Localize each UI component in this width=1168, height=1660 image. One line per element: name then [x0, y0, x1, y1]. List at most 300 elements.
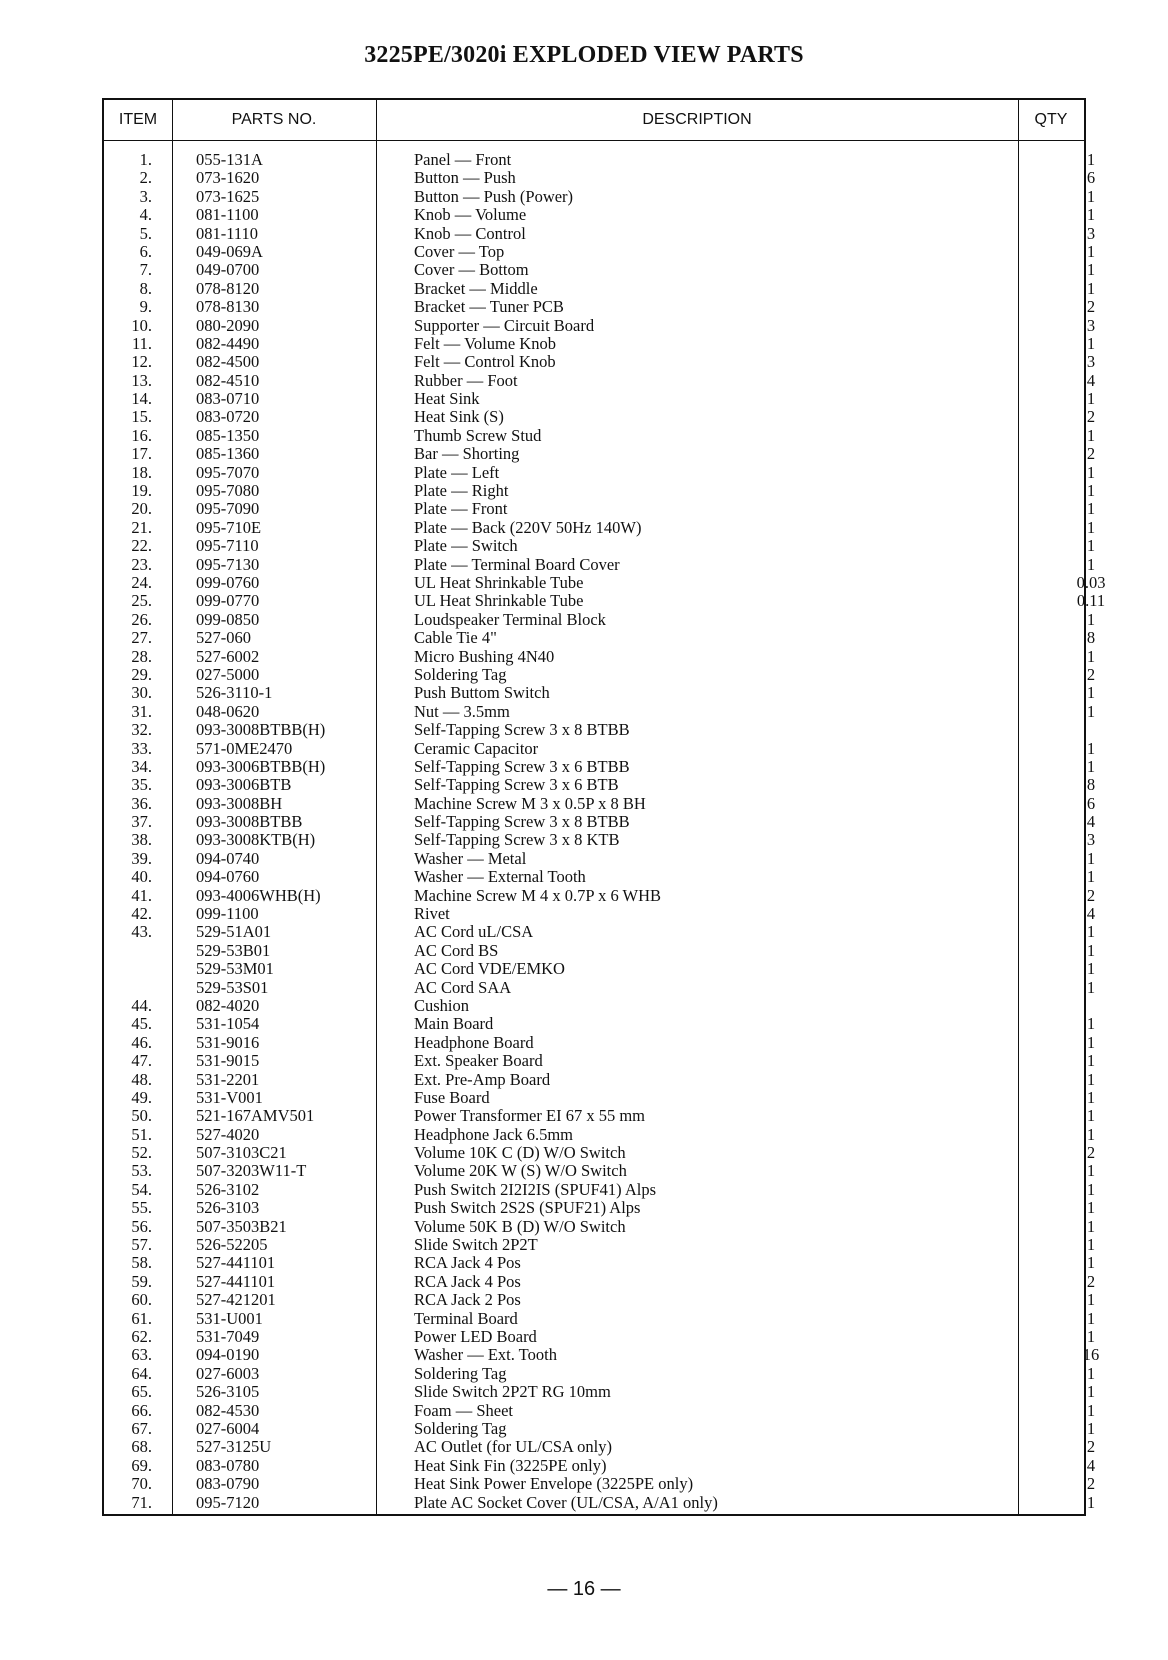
row-part-number: 527-060 [196, 628, 251, 648]
row-description: Button — Push [414, 168, 516, 188]
row-item-number: 22. [131, 536, 152, 556]
row-item-number: 51. [131, 1124, 152, 1144]
row-part-number: 529-53B01 [196, 940, 271, 960]
row-part-number: 082-4020 [196, 995, 260, 1015]
row-quantity: 1 [1086, 977, 1096, 997]
row-description: Headphone Jack 6.5mm [414, 1124, 573, 1144]
row-part-number: 527-421201 [196, 1290, 276, 1310]
row-description: RCA Jack 4 Pos [414, 1253, 521, 1273]
table-row [104, 1308, 1096, 1328]
row-item-number: 1. [139, 150, 152, 169]
table-row [104, 646, 1096, 666]
row-part-number: 095-7130 [196, 554, 260, 574]
table-row [104, 1087, 1096, 1107]
table-row [104, 1437, 1096, 1457]
row-part-number: 099-0770 [196, 591, 260, 611]
row-quantity: 1 [1086, 683, 1096, 703]
table-row [104, 1143, 1096, 1163]
row-description: AC Cord SAA [414, 977, 512, 997]
row-item-number: 44. [131, 995, 152, 1015]
row-quantity: 8 [1086, 775, 1096, 795]
row-quantity: 16 [1082, 1345, 1100, 1365]
row-part-number: 095-7090 [196, 499, 260, 519]
table-row [104, 444, 1096, 464]
row-description: Power Transformer EI 67 x 55 mm [414, 1106, 645, 1126]
row-quantity: 1 [1086, 1032, 1096, 1052]
row-item-number: 23. [131, 554, 152, 574]
row-quantity: 1 [1086, 554, 1096, 574]
row-description: Plate — Switch [414, 536, 518, 556]
row-description: Bracket — Tuner PCB [414, 297, 564, 317]
row-description: Cushion [414, 995, 470, 1015]
row-item-number: 46. [131, 1032, 152, 1052]
row-quantity: 1 [1086, 1069, 1096, 1089]
table-row [104, 1069, 1096, 1089]
table-row [104, 205, 1096, 225]
row-quantity: 1 [1086, 425, 1096, 445]
parts-table [102, 98, 1106, 1516]
row-description: RCA Jack 4 Pos [414, 1271, 521, 1291]
row-item-number: 12. [131, 352, 152, 372]
row-item-number: 38. [131, 830, 152, 850]
row-item-number: 10. [131, 315, 152, 335]
table-row [104, 407, 1096, 427]
table-row [104, 517, 1096, 537]
row-quantity: 1 [1086, 150, 1096, 169]
row-item-number: 7. [139, 260, 152, 280]
row-description: Machine Screw M 3 x 0.5P x 8 BH [414, 793, 646, 813]
row-part-number: 083-0710 [196, 389, 260, 409]
table-row [104, 1382, 1096, 1402]
row-item-number: 16. [131, 425, 152, 445]
row-part-number: 095-7110 [196, 536, 259, 556]
row-quantity: 1 [1086, 756, 1096, 776]
row-description: AC Outlet (for UL/CSA only) [414, 1437, 612, 1457]
table-row [104, 1400, 1096, 1420]
row-part-number: 093-4006WHB(H) [196, 885, 321, 905]
row-description: Soldering Tag [414, 1418, 507, 1438]
table-row [104, 959, 1096, 979]
row-part-number: 527-6002 [196, 646, 260, 666]
row-quantity: 1 [1086, 646, 1096, 666]
row-description: Knob — Volume [414, 205, 527, 225]
table-row [104, 168, 1096, 188]
header-divider [104, 140, 1084, 141]
row-item-number: 26. [131, 609, 152, 629]
row-part-number: 531-U001 [196, 1308, 263, 1328]
table-row [104, 1418, 1096, 1438]
row-part-number: 081-1110 [196, 223, 259, 243]
row-quantity: 2 [1086, 1143, 1096, 1163]
row-description: Machine Screw M 4 x 0.7P x 6 WHB [414, 885, 662, 905]
row-item-number: 14. [131, 389, 152, 409]
row-quantity: 1 [1086, 1216, 1096, 1236]
row-item-number: 63. [131, 1345, 152, 1365]
row-quantity: 3 [1086, 315, 1096, 335]
row-description: Self-Tapping Screw 3 x 8 KTB [414, 830, 620, 850]
row-part-number: 531-1054 [196, 1014, 260, 1034]
row-item-number: 2. [139, 168, 152, 188]
row-description: Nut — 3.5mm [414, 701, 510, 721]
table-row [104, 867, 1096, 887]
row-quantity: 1 [1086, 205, 1096, 225]
row-description: Button — Push (Power) [414, 186, 574, 206]
row-description: Headphone Board [414, 1032, 534, 1052]
row-part-number: 527-441101 [196, 1253, 276, 1273]
row-description: Cover — Top [414, 241, 505, 261]
row-part-number: 083-0780 [196, 1455, 260, 1475]
row-quantity: 3 [1086, 352, 1096, 372]
row-item-number: 30. [131, 683, 152, 703]
row-item-number: 71. [131, 1492, 152, 1512]
row-quantity: 1 [1086, 867, 1096, 887]
row-quantity: 1 [1086, 278, 1096, 298]
row-part-number: 073-1620 [196, 168, 260, 188]
row-quantity: 1 [1086, 1363, 1096, 1383]
row-part-number: 093-3006BTB [196, 775, 292, 795]
table-row [104, 977, 1096, 997]
row-quantity: 2 [1086, 407, 1096, 427]
table-row [104, 885, 1096, 905]
row-description: Foam — Sheet [414, 1400, 513, 1420]
row-description: Washer — External Tooth [414, 867, 586, 887]
row-quantity: 8 [1086, 628, 1096, 648]
row-item-number: 49. [131, 1087, 152, 1107]
row-description: Knob — Control [414, 223, 526, 243]
row-description: AC Cord VDE/EMKO [414, 959, 565, 979]
row-part-number: 529-53M01 [196, 959, 274, 979]
row-quantity: 1 [1086, 1382, 1096, 1402]
table-row [104, 352, 1096, 372]
row-item-number: 4. [139, 205, 152, 225]
row-quantity: 1 [1086, 1124, 1096, 1144]
row-item-number: 61. [131, 1308, 152, 1328]
row-part-number: 093-3008KTB(H) [196, 830, 316, 850]
row-quantity: 1 [1086, 1198, 1096, 1218]
row-description: Soldering Tag [414, 664, 507, 684]
row-quantity: 0.11 [1076, 591, 1106, 611]
row-item-number: 33. [131, 738, 152, 758]
row-description: Cable Tie 4" [414, 628, 497, 648]
table-row [104, 701, 1096, 721]
row-part-number: 073-1625 [196, 186, 260, 206]
table-row [104, 278, 1096, 298]
row-quantity: 1 [1086, 186, 1096, 206]
row-description: Panel — Front [414, 150, 512, 169]
row-item-number: 58. [131, 1253, 152, 1273]
row-part-number: 093-3008BH [196, 793, 283, 813]
table-row [104, 223, 1096, 243]
row-quantity: 4 [1086, 370, 1096, 390]
table-row [104, 150, 1096, 169]
header-item: ITEM [118, 111, 158, 128]
row-description: Cover — Bottom [414, 260, 529, 280]
row-description: Plate — Front [414, 499, 508, 519]
table-row [104, 628, 1096, 648]
row-description: Bracket — Middle [414, 278, 538, 298]
table-row [104, 830, 1096, 850]
row-item-number: 32. [131, 720, 152, 740]
table-row [104, 721, 1084, 739]
page-title: 3225PE/3020i EXPLODED VIEW PARTS [364, 42, 804, 68]
row-quantity: 3 [1086, 223, 1096, 243]
row-part-number: 055-131A [196, 150, 263, 169]
table-row [104, 241, 1096, 261]
row-quantity: 2 [1086, 885, 1096, 905]
row-part-number: 093-3006BTBB(H) [196, 756, 326, 776]
row-item-number: 45. [131, 1014, 152, 1034]
header-parts-no: PARTS NO. [231, 111, 317, 128]
row-item-number: 13. [131, 370, 152, 390]
row-description: Self-Tapping Screw 3 x 6 BTBB [414, 756, 630, 776]
table-row [104, 572, 1106, 592]
row-item-number: 41. [131, 885, 152, 905]
row-description: Heat Sink Fin (3225PE only) [414, 1455, 607, 1475]
row-item-number: 55. [131, 1198, 152, 1218]
row-description: Ext. Pre-Amp Board [414, 1069, 551, 1089]
table-row [104, 940, 1096, 960]
row-part-number: 049-0700 [196, 260, 260, 280]
row-description: Rubber — Foot [414, 370, 518, 390]
table-row [104, 997, 1084, 1015]
row-description: Felt — Volume Knob [414, 333, 556, 353]
table-row [104, 1345, 1100, 1365]
row-part-number: 507-3203W11-T [196, 1161, 307, 1181]
table-row [104, 1161, 1096, 1181]
row-quantity: 4 [1086, 1455, 1096, 1475]
table-row [104, 1492, 1096, 1512]
row-item-number: 9. [139, 297, 152, 317]
table-row [104, 1253, 1096, 1273]
row-description: Thumb Screw Stud [414, 425, 542, 445]
table-row [104, 775, 1096, 795]
table-row [104, 389, 1096, 409]
row-item-number: 53. [131, 1161, 152, 1181]
row-part-number: 099-1100 [196, 904, 259, 924]
table-row [104, 1327, 1096, 1346]
row-part-number: 082-4490 [196, 333, 260, 353]
header-description: DESCRIPTION [642, 111, 752, 128]
row-description: Ceramic Capacitor [414, 738, 539, 758]
header-qty: QTY [1034, 111, 1068, 128]
row-item-number: 70. [131, 1474, 152, 1494]
row-item-number: 60. [131, 1290, 152, 1310]
row-description: Push Switch 2S2S (SPUF21) Alps [414, 1198, 641, 1218]
row-item-number: 47. [131, 1051, 152, 1071]
row-quantity: 6 [1086, 168, 1096, 188]
row-item-number: 25. [131, 591, 152, 611]
row-part-number: 095-710E [196, 517, 262, 537]
table-row [104, 1363, 1096, 1383]
row-description: Volume 10K C (D) W/O Switch [414, 1143, 626, 1163]
row-part-number: 081-1100 [196, 205, 259, 225]
row-quantity: 2 [1086, 444, 1096, 464]
row-description: RCA Jack 2 Pos [414, 1290, 521, 1310]
table-row [104, 1179, 1096, 1199]
row-quantity: 1 [1086, 701, 1096, 721]
table-row [104, 922, 1096, 942]
row-description: Slide Switch 2P2T [414, 1235, 538, 1255]
row-quantity: 4 [1086, 812, 1096, 832]
row-description: Soldering Tag [414, 1363, 507, 1383]
row-item-number: 20. [131, 499, 152, 519]
row-description: Main Board [414, 1014, 494, 1034]
row-item-number: 52. [131, 1143, 152, 1163]
table-row [104, 370, 1096, 390]
row-quantity: 1 [1086, 1308, 1096, 1328]
row-part-number: 571-0ME2470 [196, 738, 293, 758]
row-quantity: 1 [1086, 1087, 1096, 1107]
row-item-number: 64. [131, 1363, 152, 1383]
row-quantity: 1 [1086, 1014, 1096, 1034]
row-quantity: 1 [1086, 481, 1096, 501]
table-row [104, 683, 1096, 703]
row-quantity: 1 [1086, 260, 1096, 280]
row-part-number: 507-3103C21 [196, 1143, 287, 1163]
table-row [104, 554, 1096, 574]
row-quantity: 1 [1086, 1290, 1096, 1310]
row-description: AC Cord uL/CSA [414, 922, 534, 942]
row-part-number: 095-7070 [196, 462, 260, 482]
row-quantity: 0.03 [1076, 572, 1106, 592]
row-quantity: 2 [1086, 1271, 1096, 1291]
row-quantity: 1 [1086, 609, 1096, 629]
row-item-number: 18. [131, 462, 152, 482]
row-part-number: 094-0740 [196, 848, 260, 868]
row-item-number: 68. [131, 1437, 152, 1457]
table-row [104, 536, 1096, 556]
row-item-number: 31. [131, 701, 152, 721]
row-item-number: 56. [131, 1216, 152, 1236]
row-part-number: 085-1350 [196, 425, 260, 445]
row-item-number: 6. [139, 241, 152, 261]
row-part-number: 027-5000 [196, 664, 260, 684]
row-quantity: 1 [1086, 940, 1096, 960]
row-quantity: 4 [1086, 904, 1096, 924]
page-number: — 16 — [547, 1578, 621, 1600]
table-row [104, 462, 1096, 482]
row-quantity: 1 [1086, 389, 1096, 409]
row-item-number: 24. [131, 572, 152, 592]
row-description: Plate — Right [414, 481, 509, 501]
row-item-number: 8. [139, 278, 152, 298]
row-item-number: 69. [131, 1455, 152, 1475]
row-item-number: 17. [131, 444, 152, 464]
row-description: AC Cord BS [414, 940, 499, 960]
row-part-number: 531-2201 [196, 1069, 260, 1089]
table-row [104, 499, 1096, 519]
row-quantity: 1 [1086, 848, 1096, 868]
row-item-number: 36. [131, 793, 152, 813]
row-description: Heat Sink (S) [414, 407, 504, 427]
row-part-number: 099-0760 [196, 572, 260, 592]
row-description: Volume 50K B (D) W/O Switch [414, 1216, 626, 1236]
table-row [104, 1235, 1096, 1255]
row-quantity: 1 [1086, 1253, 1096, 1273]
row-description: Heat Sink [414, 389, 480, 409]
row-description: Self-Tapping Screw 3 x 8 BTBB [414, 720, 630, 740]
row-description: Felt — Control Knob [414, 352, 556, 372]
row-item-number: 59. [131, 1271, 152, 1291]
table-body [104, 150, 1106, 1512]
row-quantity: 1 [1086, 1327, 1096, 1346]
table-row [104, 1032, 1096, 1052]
row-description: Loudspeaker Terminal Block [414, 609, 606, 629]
row-part-number: 085-1360 [196, 444, 260, 464]
row-quantity: 1 [1086, 499, 1096, 519]
table-row [104, 315, 1096, 335]
table-row [104, 756, 1096, 776]
row-description: Self-Tapping Screw 3 x 8 BTBB [414, 812, 630, 832]
row-quantity: 1 [1086, 1400, 1096, 1420]
row-part-number: 095-7120 [196, 1492, 260, 1512]
table-row [104, 1455, 1096, 1475]
row-item-number: 42. [131, 904, 152, 924]
row-quantity: 1 [1086, 1161, 1096, 1181]
row-item-number: 3. [139, 186, 152, 206]
row-quantity: 3 [1086, 830, 1096, 850]
row-part-number: 083-0790 [196, 1474, 260, 1494]
row-part-number: 099-0850 [196, 609, 260, 629]
table-row [104, 812, 1096, 832]
row-part-number: 531-9015 [196, 1051, 260, 1071]
row-part-number: 095-7080 [196, 481, 260, 501]
row-description: Self-Tapping Screw 3 x 6 BTB [414, 775, 619, 795]
row-quantity: 1 [1086, 1179, 1096, 1199]
row-quantity: 1 [1086, 462, 1096, 482]
row-quantity: 1 [1086, 1235, 1096, 1255]
row-part-number: 527-4020 [196, 1124, 260, 1144]
table-row [104, 297, 1096, 317]
row-description: Slide Switch 2P2T RG 10mm [414, 1382, 611, 1402]
table-row [104, 1474, 1096, 1494]
row-part-number: 080-2090 [196, 315, 260, 335]
row-item-number: 57. [131, 1235, 152, 1255]
row-item-number: 19. [131, 481, 152, 501]
row-description: UL Heat Shrinkable Tube [414, 572, 584, 592]
row-part-number: 083-0720 [196, 407, 260, 427]
row-description: Ext. Speaker Board [414, 1051, 543, 1071]
row-part-number: 093-3008BTBB [196, 812, 303, 832]
row-part-number: 527-3125U [196, 1437, 272, 1457]
row-item-number: 5. [139, 223, 152, 243]
row-description: Plate AC Socket Cover (UL/CSA, A/A1 only) [414, 1492, 718, 1512]
row-description: Supporter — Circuit Board [414, 315, 595, 335]
row-part-number: 526-3105 [196, 1382, 260, 1402]
row-quantity: 1 [1086, 922, 1096, 942]
row-description: Washer — Ext. Tooth [414, 1345, 557, 1365]
row-description: Plate — Terminal Board Cover [414, 554, 620, 574]
row-item-number: 67. [131, 1418, 152, 1438]
row-part-number: 048-0620 [196, 701, 260, 721]
row-part-number: 082-4500 [196, 352, 260, 372]
row-part-number: 049-069A [196, 241, 263, 261]
row-part-number: 521-167AMV501 [196, 1106, 315, 1126]
row-item-number: 35. [131, 775, 152, 795]
row-quantity: 1 [1086, 517, 1096, 537]
table-row [104, 591, 1106, 611]
row-description: Micro Bushing 4N40 [414, 646, 555, 666]
table-row [104, 664, 1096, 684]
row-description: Washer — Metal [414, 848, 527, 868]
row-quantity: 1 [1086, 1418, 1096, 1438]
table-row [104, 1198, 1096, 1218]
row-part-number: 078-8120 [196, 278, 260, 298]
row-quantity: 1 [1086, 1106, 1096, 1126]
row-part-number: 078-8130 [196, 297, 260, 317]
table-row [104, 1051, 1096, 1071]
table-row [104, 333, 1096, 353]
